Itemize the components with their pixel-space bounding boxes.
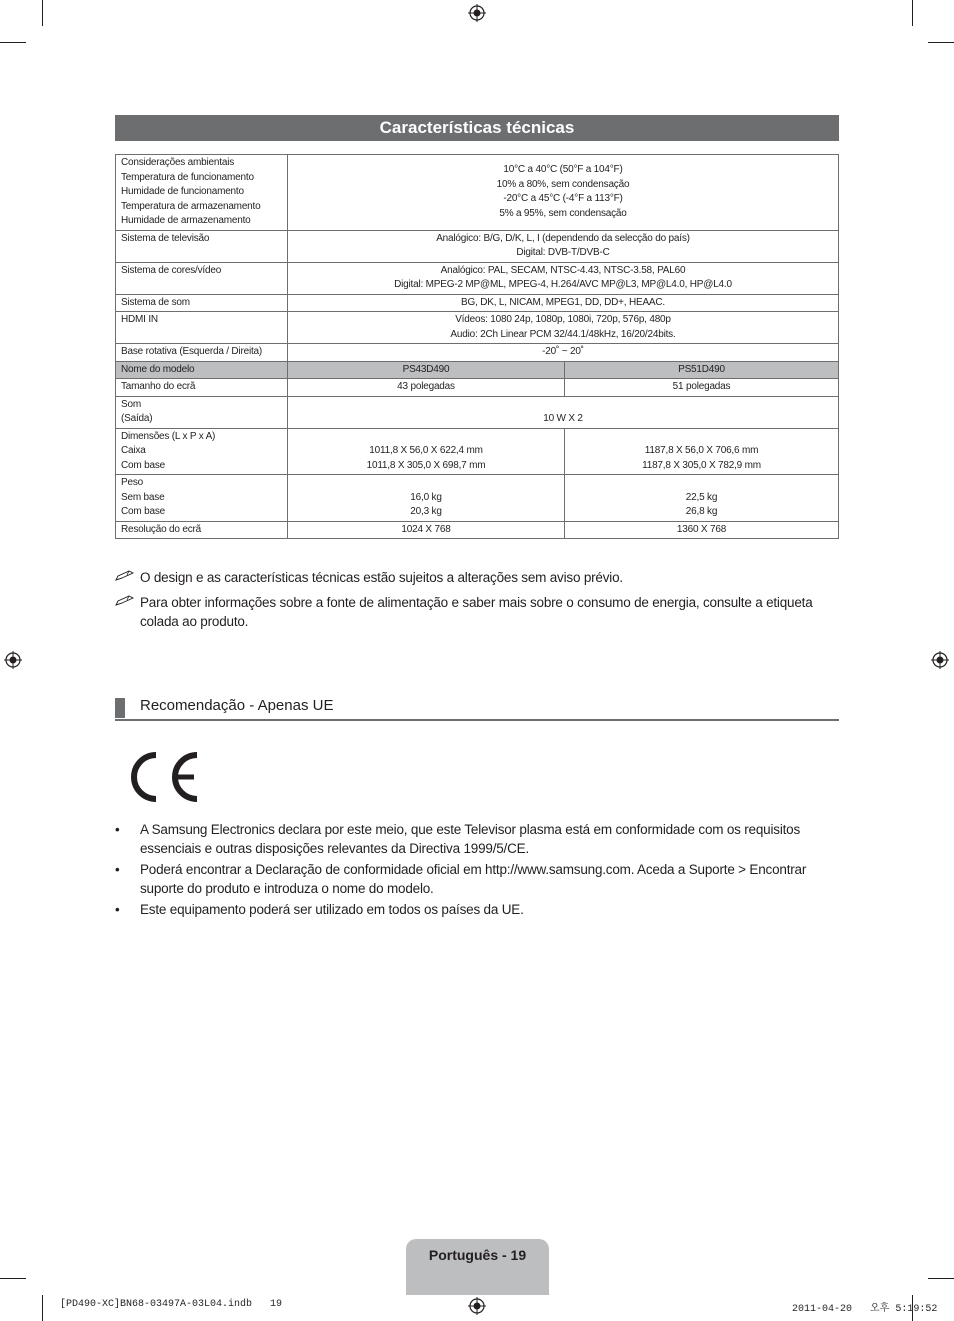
section-heading-text: Recomendação - Apenas UE — [140, 697, 334, 714]
page-number-tab — [406, 1239, 549, 1295]
crop-mark — [912, 0, 913, 26]
table-row — [116, 155, 839, 231]
spec-label: Humidade de armazenamento — [121, 215, 251, 226]
ce-mark-icon — [122, 750, 200, 804]
list-item-text: A Samsung Electronics declara por este meio, que este Televisor plasma está em conformidade com os requisitos essenciais e outras disposições relevantes da Directiva 1999/5/CE. — [140, 822, 801, 856]
model-header-row — [116, 361, 839, 379]
spec-value: 10°C a 40°C (50°F a 104°F) — [503, 164, 623, 176]
table-row — [116, 312, 839, 344]
note-item — [115, 593, 839, 631]
spec-label: Com base — [121, 459, 165, 471]
spec-value: Vídeos: 1080 24p, 1080p, 1080i, 720p, 576p, 480p — [455, 314, 671, 325]
list-item — [115, 860, 839, 898]
pencil-note-icon — [115, 570, 135, 582]
spec-label: Sistema de cores/vídeo — [121, 264, 222, 276]
crop-mark — [928, 1278, 954, 1279]
spec-value: PS51D490 — [565, 361, 839, 379]
spec-value: -20°C a 45°C (-4°F a 113°F) — [503, 193, 623, 205]
heading-marker — [115, 698, 125, 718]
spec-label: (Saída) — [121, 413, 153, 424]
spec-label: Com base — [121, 506, 165, 517]
spec-value: -20˚ ~ 20˚ — [542, 346, 584, 357]
spec-value: 5% a 95%, sem condensação — [499, 207, 627, 219]
spec-value: Analógico: B/G, D/K, L, I (dependendo da selecção do país) — [436, 232, 690, 244]
crop-mark — [0, 1278, 26, 1279]
spec-value: 16,0 kg — [410, 491, 442, 503]
spec-value: 1011,8 X 56,0 X 622,4 mm — [369, 445, 483, 456]
list-item-text: Poderá encontrar a Declaração de conformidade oficial em http://www.samsung.com. Aceda a Suporte > Encontrar suporte do produto e introduza o nome do modelo. — [140, 862, 807, 896]
table-row — [116, 396, 839, 428]
table-row — [116, 475, 839, 522]
spec-label: Considerações ambientais — [121, 157, 235, 168]
note-text: Para obter informações sobre a fonte de alimentação e saber mais sobre o consumo de energia, consulte a etiqueta colada ao produto. — [140, 595, 813, 629]
pencil-note-icon — [115, 595, 135, 607]
spec-label: Sem base — [121, 491, 165, 503]
spec-value: PS43D490 — [288, 361, 565, 379]
crosshair-registration-icon — [931, 651, 949, 669]
table-row — [116, 294, 839, 312]
spec-label: Caixa — [121, 445, 146, 456]
spec-label: Base rotativa (Esquerda / Direita) — [121, 346, 263, 357]
bullet-char: • — [115, 822, 120, 837]
spec-label: Temperatura de funcionamento — [121, 171, 254, 183]
page-title: Características técnicas — [115, 115, 839, 141]
table-row — [116, 521, 839, 539]
footer-file-info: [PD490-XC]BN68-03497A-03L04.indb 19 — [60, 1299, 283, 1310]
table-row — [116, 428, 839, 475]
table-row — [116, 262, 839, 294]
list-item-text: Este equipamento poderá ser utilizado em todos os países da UE. — [140, 902, 524, 917]
crosshair-registration-icon — [4, 651, 22, 669]
section-heading — [115, 695, 839, 721]
spec-value: 1187,8 X 56,0 X 706,6 mm — [644, 445, 759, 456]
table-row — [116, 379, 839, 397]
table-row — [116, 344, 839, 362]
list-item — [115, 820, 839, 858]
footer-timestamp: 2011-04-20 오후 5:19:52 — [792, 1304, 938, 1315]
notes-section — [115, 568, 839, 637]
spec-value: BG, DK, L, NICAM, MPEG1, DD, DD+, HEAAC. — [461, 296, 665, 308]
table-row — [116, 230, 839, 262]
spec-value: 22,5 kg — [685, 491, 718, 503]
spec-label: Dimensões (L x P x A) — [121, 430, 216, 442]
spec-value: 1011,8 X 305,0 X 698,7 mm — [366, 459, 486, 471]
spec-value: 51 polegadas — [565, 379, 839, 397]
crosshair-registration-icon — [468, 4, 486, 22]
spec-label: Nome do modelo — [116, 361, 288, 379]
crop-mark — [42, 1295, 43, 1321]
spec-label: Sistema de som — [121, 296, 190, 308]
spec-label: Resolução do ecrã — [116, 521, 288, 539]
bullet-char: • — [115, 862, 120, 877]
note-item — [115, 568, 839, 587]
spec-value: 1024 X 768 — [288, 521, 565, 539]
spec-label: Som — [121, 398, 141, 410]
spec-value: 10% a 80%, sem condensação — [496, 178, 630, 190]
spec-value: Audio: 2Ch Linear PCM 32/44.1/48kHz, 16/20/24bits. — [450, 328, 676, 340]
crop-mark — [42, 0, 43, 26]
spec-label: Tamanho do ecrã — [116, 379, 288, 397]
spec-value: 1187,8 X 305,0 X 782,9 mm — [642, 459, 761, 471]
page-number: Português - 19 — [428, 1247, 527, 1263]
crop-mark — [928, 42, 954, 43]
spec-table — [115, 154, 839, 539]
spec-value: 10 W X 2 — [288, 396, 839, 428]
spec-label: HDMI IN — [121, 314, 158, 325]
list-item — [115, 900, 839, 919]
bullet-char: • — [115, 902, 120, 917]
spec-value: 20,3 kg — [410, 506, 442, 517]
spec-label: Sistema de televisão — [121, 232, 210, 244]
spec-value: Digital: MPEG-2 MP@ML, MPEG-4, H.264/AVC MP@L3, MP@L4.0, HP@L4.0 — [394, 279, 732, 290]
spec-value: 43 polegadas — [288, 379, 565, 397]
spec-label: Temperatura de armazenamento — [121, 200, 261, 212]
crosshair-registration-icon — [468, 1297, 486, 1315]
spec-value: Analógico: PAL, SECAM, NTSC-4.43, NTSC-3.58, PAL60 — [440, 264, 686, 276]
crop-mark — [0, 42, 26, 43]
spec-label: Humidade de funcionamento — [121, 186, 244, 197]
spec-value: 1360 X 768 — [565, 521, 839, 539]
spec-value: 26,8 kg — [685, 506, 718, 517]
note-text: O design e as características técnicas estão sujeitos a alterações sem aviso prévio. — [140, 570, 623, 585]
compliance-list — [115, 820, 839, 921]
spec-value: Digital: DVB-T/DVB-C — [516, 247, 610, 258]
spec-label: Peso — [121, 477, 143, 488]
